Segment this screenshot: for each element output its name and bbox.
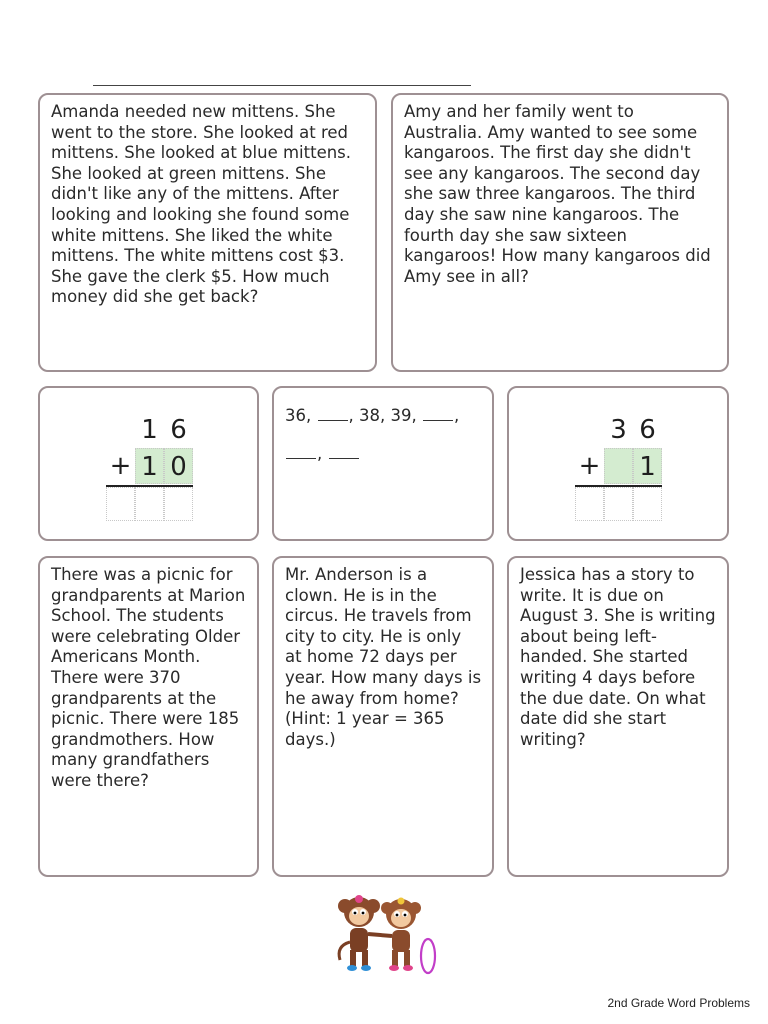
answer-blank: [329, 446, 359, 459]
problem-text: Amanda needed new mittens. She went to the store. She looked at red mittens. She looked at blue mittens. She looked at green mittens. She didn't like any of the mittens. After looking and looking she found some white mittens. She liked the white mittens. The white mittens cost $3. She gave the clerk $5. How much money did she get back?: [51, 102, 352, 307]
problem-text: There was a picnic for grandparents at Marion School. The students were celebrating Older Americans Month. There were 370 grandparents at the picnic. There were 185 grandmothers. How many grandfathers were there?: [51, 565, 246, 790]
sequence-number: , 38, 39,: [348, 406, 417, 425]
problem-card-clown: [272, 556, 494, 877]
footer-label: 2nd Grade Word Problems: [607, 996, 750, 1010]
problem-card-picnic: [38, 556, 259, 877]
problem-card-mittens: [38, 93, 377, 372]
answer-blank: [318, 408, 348, 421]
sequence-comma: ,: [453, 406, 460, 425]
plus-sign: +: [578, 451, 601, 481]
answer-box: [633, 487, 662, 521]
problem-card-kangaroos: [391, 93, 729, 372]
monkeys-illustration: [330, 892, 440, 978]
answer-box: [604, 487, 633, 521]
sequence-number: 36,: [285, 406, 312, 425]
top-ones-digit: 6: [639, 415, 656, 445]
bottom-ones-digit: 0: [164, 448, 193, 484]
sequence-comma: ,: [317, 444, 323, 463]
name-line: [93, 85, 471, 86]
bottom-tens-digit: [604, 448, 633, 484]
problem-text: Mr. Anderson is a clown. He is in the circus. He travels from city to city. He is only at home 72 days per year. How many days is he away from home? (Hint: 1 year = 365 days.): [285, 565, 482, 749]
top-tens-digit: 3: [610, 415, 627, 445]
top-ones-digit: 6: [170, 415, 187, 445]
top-tens-digit: 1: [141, 415, 158, 445]
answer-box: [164, 487, 193, 521]
problem-text: Jessica has a story to write. It is due on August 3. She is writing about being left-handed. She started writing 4 days before the due date. On what date did she start writing?: [520, 565, 716, 749]
number-sequence: [274, 388, 492, 464]
problem-card-story: [507, 556, 729, 877]
answer-box: [575, 487, 604, 521]
answer-box: [106, 487, 135, 521]
addition-card-1: [38, 386, 259, 541]
addition-card-2: [507, 386, 729, 541]
answer-box: [135, 487, 164, 521]
plus-sign: +: [109, 451, 132, 481]
bottom-ones-digit: 1: [633, 448, 662, 484]
bottom-tens-digit: 1: [135, 448, 164, 484]
answer-blank: [286, 446, 316, 459]
problem-text: Amy and her family went to Australia. Amy wanted to see some kangaroos. The first day she didn't see any kangaroos. The second day she saw three kangaroos. The third day she saw nine kangaroos. The fourth day she saw sixteen kangaroos! How many kangaroos did Amy see in all?: [404, 102, 711, 286]
number-sequence-card: [272, 386, 494, 541]
answer-blank: [423, 408, 453, 421]
